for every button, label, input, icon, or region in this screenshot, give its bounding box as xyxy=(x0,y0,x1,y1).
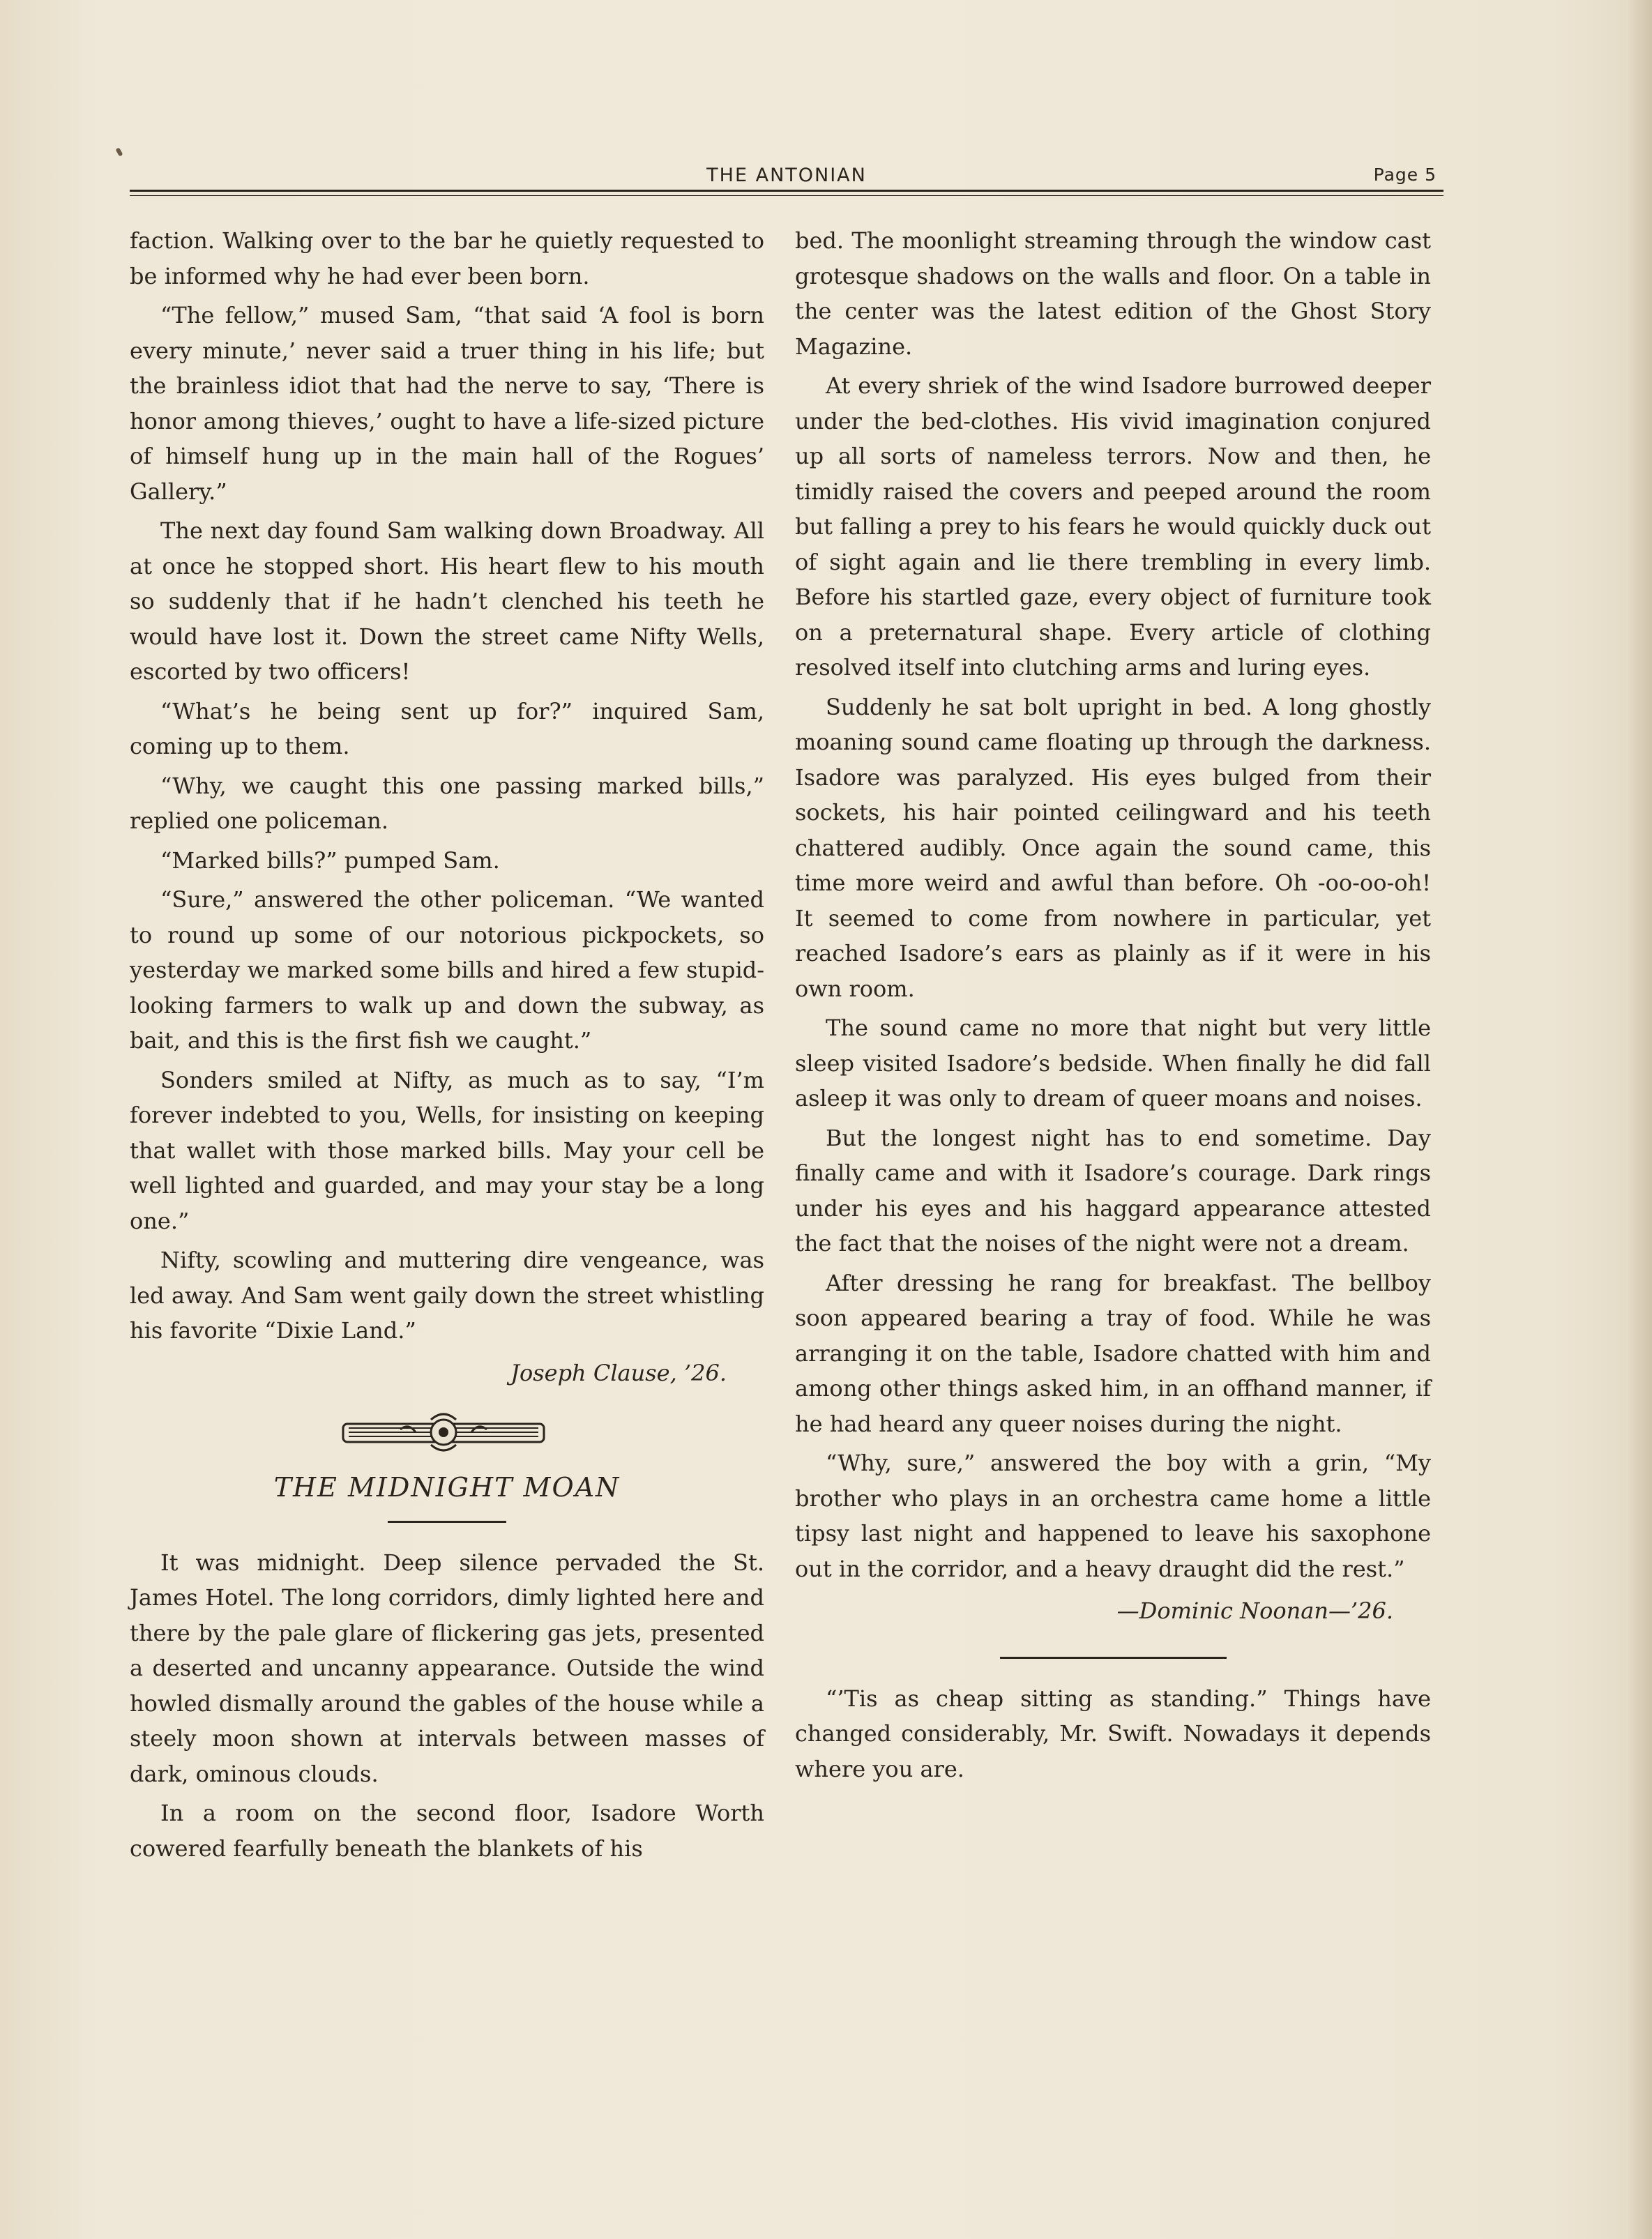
story-title: THE MIDNIGHT MOAN xyxy=(273,1472,621,1503)
filler-paragraph: “’Tis as cheap sitting as standing.” Things have changed considerably, Mr. Swift. Nowadays it depends where you are. xyxy=(795,1685,1431,1782)
paragraph: After dressing he rang for breakfast. The bellboy soon appeared bearing a tray of food. While he was arranging it on the table, Isadore chatted with him and among other things asked him, in an offhand manner, if he had heard any queer noises during the night. xyxy=(795,1269,1431,1437)
author-signature: Joseph Clause, ’26. xyxy=(510,1359,727,1386)
page-header xyxy=(130,165,1443,192)
paragraph: “Marked bills?” pumped Sam. xyxy=(160,847,500,874)
paragraph: Sonders smiled at Nifty, as much as to say, “I’m forever indebted to you, Wells, for insisting on keeping that wallet with those marked bills. May your cell be well lighted and guarded, and may your stay be a long one.” xyxy=(130,1066,764,1234)
header-rule-thick xyxy=(130,190,1443,192)
paragraph: “What’s he being sent up for?” inquired Sam, coming up to them. xyxy=(130,697,764,759)
paragraph: Nifty, scowling and muttering dire vengeance, was led away. And Sam went gaily down the street whistling his favorite “Dixie Land.” xyxy=(130,1247,764,1344)
section-divider xyxy=(1000,1657,1227,1659)
paragraph: “The fellow,” mused Sam, “that said ‘A fool is born every minute,’ never said a truer thing in his life; but the brainless idiot that had the nerve to say, ‘There is honor among thieves,’ ought to have a life-sized picture of himself hung up in the main hall of the Rogues’ Gallery.” xyxy=(130,302,764,505)
publication-title: THE ANTONIAN xyxy=(706,165,867,186)
header-rule-thin xyxy=(130,195,1443,196)
left-column xyxy=(130,223,764,1870)
paragraph: In a room on the second floor, Isadore Worth cowered fearfully beneath the blankets of his xyxy=(130,1800,764,1862)
decorative-ornament xyxy=(130,1404,764,1460)
paragraph: But the longest night has to end sometime. Day finally came and with it Isadore’s courage. Dark rings under his eyes and his haggard appearance attested the fact that the noises of the night were not a dream. xyxy=(795,1124,1431,1257)
paragraph: At every shriek of the wind Isadore burrowed deeper under the bed-clothes. His vivid imagination conjured up all sorts of nameless terrors. Now and then, he timidly raised the covers and peeped around the room but falling a prey to his fears he would quickly duck out of sight again and lie there trembling in every limb. Before his startled gaze, every object of furniture took on a preternatural shape. Every article of clothing resolved itself into clutching arms and luring eyes. xyxy=(795,372,1431,681)
title-underline xyxy=(388,1521,506,1523)
author-signature: —Dominic Noonan—’26. xyxy=(1116,1597,1393,1624)
paragraph: Suddenly he sat bolt upright in bed. A long ghostly moaning sound came floating up through the darkness. Isadore was paralyzed. His eyes bulged from their sockets, his hair pointed ceilingward and his teeth chattered audibly. Once again the sound came, this time more weird and awful than before. Oh -oo-oo-oh! It seemed to come from nowhere in particular, yet reached Isadore’s ears as plainly as if it were in his own room. xyxy=(795,693,1431,1002)
paragraph: “Why, sure,” answered the boy with a grin, “My brother who plays in an orchestra came home a little tipsy last night and happened to leave his saxophone out in the corridor, and a heavy draught did the rest.” xyxy=(795,1450,1431,1582)
scroll-ornament-icon xyxy=(339,1404,548,1460)
paragraph: bed. The moonlight streaming through the window cast grotesque shadows on the walls and floor. On a table in the center was the latest edition of the Ghost Story Magazine. xyxy=(795,227,1431,360)
paragraph: The sound came no more that night but very little sleep visited Isadore’s bedside. When finally he did fall asleep it was only to dream of queer moans and noises. xyxy=(795,1015,1431,1111)
paragraph: The next day found Sam walking down Broadway. All at once he stopped short. His heart flew to his mouth so suddenly that if he hadn’t clenched his teeth he would have lost it. Down the street came Nifty Wells, escorted by two officers! xyxy=(130,517,764,685)
right-column xyxy=(795,223,1431,1791)
page-number: Page 5 xyxy=(1373,165,1437,185)
paragraph: “Sure,” answered the other policeman. “We wanted to round up some of our notorious pickpockets, so yesterday we marked some bills and hired a few stupid-looking farmers to walk up and down the subway, as bait, and this is the first fish we caught.” xyxy=(130,886,764,1054)
binding-edge xyxy=(1628,0,1652,2239)
paragraph: It was midnight. Deep silence pervaded the St. James Hotel. The long corridors, dimly lighted here and there by the pale glare of flickering gas jets, presented a deserted and uncanny appearance. Outside the wind howled dismally around the gables of the house while a steely moon shown at intervals between masses of dark, ominous clouds. xyxy=(130,1549,764,1787)
ink-speck xyxy=(115,147,123,156)
paragraph: “Why, we caught this one passing marked bills,” replied one policeman. xyxy=(130,772,764,834)
paragraph: faction. Walking over to the bar he quietly requested to be informed why he had ever been born. xyxy=(130,227,764,289)
